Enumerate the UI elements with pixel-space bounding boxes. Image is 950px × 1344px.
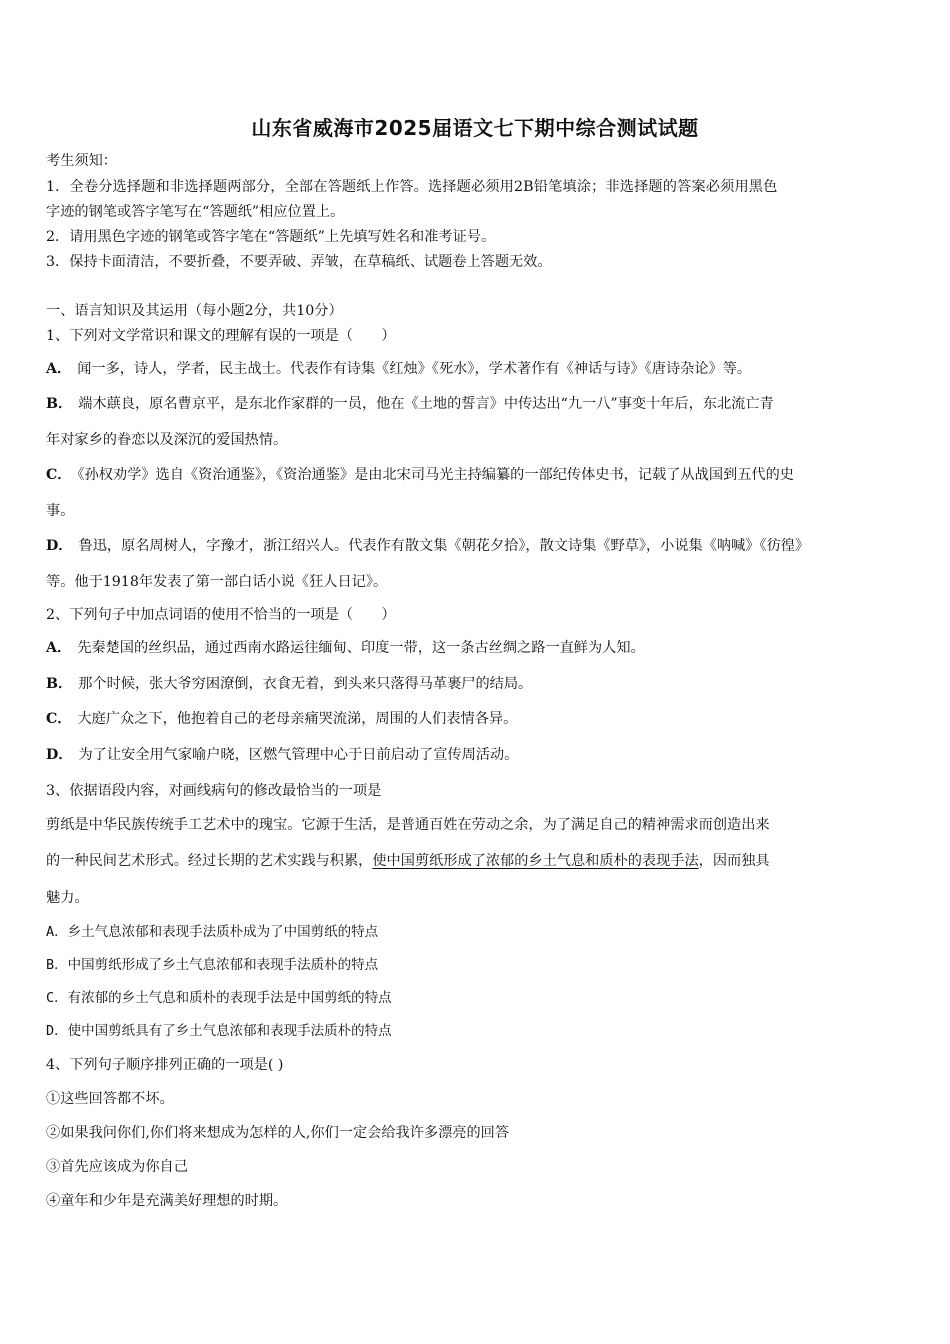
- option-label: B．: [46, 396, 73, 412]
- question-1-option-b: [46, 394, 908, 414]
- question-2-option-a: [46, 638, 908, 658]
- question-3-passage: 魅力。: [46, 890, 89, 906]
- question-1-option-d: [46, 536, 908, 556]
- question-3-passage: [46, 851, 908, 871]
- option-label: B．: [46, 676, 73, 692]
- question-4-stem: 4、下列句子顺序排列正确的一项是( ): [46, 1057, 284, 1073]
- question-1-option-d-continued: 等。他于1918年发表了第一部白话小说《狂人日记》。: [46, 574, 388, 590]
- option-label: D．: [46, 538, 73, 554]
- option-text: 先秦楚国的丝织品，通过西南水路运往缅甸、印度一带，这一条古丝绸之路一直鲜为人知。: [77, 640, 645, 656]
- question-3-option-d: D．使中国剪纸具有了乡土气息浓郁和表现手法质朴的特点: [46, 1023, 392, 1039]
- question-4-item: ④童年和少年是充满美好理想的时期。: [46, 1193, 288, 1209]
- question-4-item: ②如果我问你们,你们将来想成为怎样的人,你们一定会给我许多漂亮的回答: [46, 1125, 510, 1141]
- section-heading: 一、语言知识及其运用（每小题2分，共10分）: [46, 303, 343, 319]
- question-3-option-b: B．中国剪纸形成了乡土气息浓郁和表现手法质朴的特点: [46, 957, 379, 973]
- option-text: 鲁迅，原名周树人，字豫才，浙江绍兴人。代表作有散文集《朝花夕拾》，散文诗集《野草》，小说集《呐喊》《彷徨》: [78, 538, 810, 554]
- option-text: 闻一多，诗人，学者，民主战士。代表作有诗集《红烛》《死水》，学术著作有《神话与诗》《唐诗杂论》等。: [77, 361, 752, 377]
- question-1-option-b-continued: 年对家乡的眷恋以及深沉的爱国热情。: [46, 432, 288, 448]
- question-1-stem: 1、下列对文学常识和课文的理解有误的一项是（ ）: [46, 328, 396, 344]
- question-3-passage: 剪纸是中华民族传统手工艺术中的瑰宝。它源于生活，是普通百姓在劳动之余，为了满足自己的精神需求而创造出来: [46, 817, 770, 833]
- question-4-item: ③首先应该成为你自己: [46, 1159, 188, 1175]
- question-2-option-c: [46, 709, 908, 729]
- option-text: 《孙权劝学》选自《资治通鉴》，《资治通鉴》是由北宋司马光主持编纂的一部纪传体史书，记载了从战国到五代的史: [77, 467, 794, 483]
- option-text: 那个时候，张大爷穷困潦倒，衣食无着，到头来只落得马革裹尸的结局。: [78, 676, 533, 692]
- option-label: D．: [46, 747, 73, 763]
- question-3-option-c: C．有浓郁的乡土气息和质朴的表现手法是中国剪纸的特点: [46, 990, 392, 1006]
- option-label: C．: [46, 467, 72, 483]
- question-1-option-a: [46, 359, 908, 379]
- notice-heading: 考生须知：: [46, 153, 117, 169]
- passage-text: 的一种民间艺术形式。经过长期的艺术实践与积累，: [46, 853, 373, 869]
- question-2-stem: 2、下列句子中加点词语的使用不恰当的一项是（ ）: [46, 607, 396, 623]
- option-text: 大庭广众之下，他抱着自己的老母亲痛哭流涕，周围的人们表情各异。: [77, 711, 518, 727]
- option-text: 为了让安全用气家喻户晓，区燃气管理中心于日前启动了宣传周活动。: [78, 747, 519, 763]
- question-4-item: ①这些回答都不坏。: [46, 1091, 174, 1107]
- notice-item: 字迹的钢笔或答字笔写在“答题纸”相应位置上。: [46, 204, 345, 220]
- question-1-option-c: [46, 465, 908, 485]
- option-label: A．: [46, 361, 72, 377]
- question-1-option-c-continued: 事。: [46, 503, 75, 519]
- question-3-option-a: A．乡土气息浓郁和表现手法质朴成为了中国剪纸的特点: [46, 924, 379, 940]
- option-label: C．: [46, 711, 72, 727]
- question-2-option-b: [46, 674, 908, 694]
- notice-item: 2．请用黑色字迹的钢笔或答字笔在“答题纸”上先填写姓名和准考证号。: [46, 229, 496, 245]
- notice-item: 1．全卷分选择题和非选择题两部分，全部在答题纸上作答。选择题必须用2B铅笔填涂；非选择题的答案必须用黑色: [46, 179, 778, 195]
- passage-text: ，因而独具: [698, 853, 770, 869]
- page-title: 山东省威海市2025届语文七下期中综合测试试题: [251, 116, 699, 140]
- underlined-sentence: 使中国剪纸形成了浓郁的乡土气息和质朴的表现手法: [372, 853, 699, 869]
- option-text: 端木蕻良，原名曹京平，是东北作家群的一员，他在《土地的誓言》中传达出“九一八”事变十年后，东北流亡青: [78, 396, 774, 412]
- question-3-stem: 3、依据语段内容，对画线病句的修改最恰当的一项是: [46, 783, 382, 799]
- question-2-option-d: [46, 745, 908, 765]
- notice-item: 3．保持卡面清洁，不要折叠，不要弄破、弄皱，在草稿纸、试题卷上答题无效。: [46, 254, 552, 270]
- option-label: A．: [46, 640, 72, 656]
